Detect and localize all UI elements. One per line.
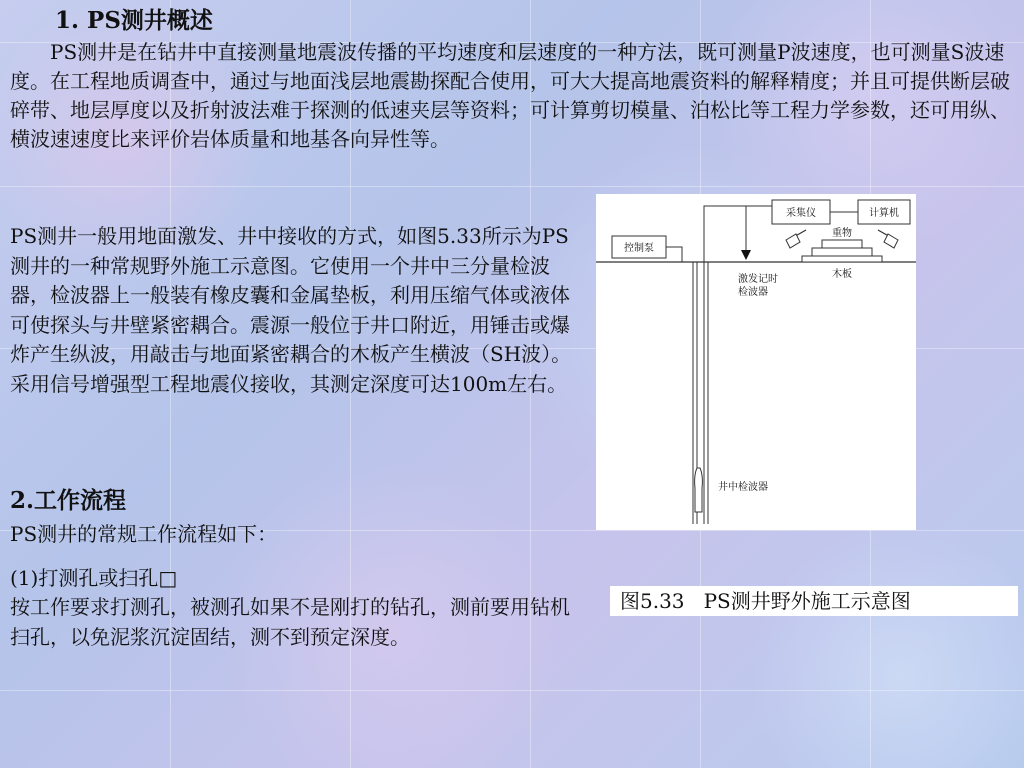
hammer-left-icon [786, 230, 806, 248]
figure-caption: 图5.33 PS测井野外施工示意图 [610, 586, 1018, 616]
section2-intro-paragraph: PS测井的常规工作流程如下： [10, 522, 278, 546]
trigger-label-line2: 检波器 [738, 287, 768, 298]
step1-paragraph: 按工作要求打测孔，被测孔如果不是刚打的钻孔，测前要用钻机扫孔，以免泥浆沉淀固结，测不到预定深度。 [10, 595, 570, 649]
weight-base [812, 248, 872, 256]
pump-hose [666, 247, 697, 524]
hammer-right-icon [878, 230, 898, 248]
section2-heading: 2.工作流程 [10, 487, 127, 514]
section1-intro-paragraph: PS测井是在钻井中直接测量地震波传播的平均速度和层速度的一种方法，既可测量P波速度，也可测量S波速度。在工程地质调查中，通过与地面浅层地震勘探配合使用，可大大提高地震资料的解释精度；并且可提供断层破碎带、地层厚度以及折射波法难于探测的低速夹层等资料；可计算剪切模量、泊松比等工程力学参数，还可用纵、横波速速度比来评价岩体质量和地基各向异性等。 [10, 40, 1010, 151]
step1-title: (1)打测孔或扫孔□ [10, 566, 178, 590]
trigger-label-line1: 激发记时 [738, 274, 778, 285]
geophone-cable [704, 206, 772, 524]
field-setup-diagram [596, 194, 916, 530]
section1-heading: 1. PS测井概述 [55, 7, 213, 34]
wooden-board [802, 256, 882, 262]
acquisition-label: 采集仪 [786, 208, 816, 219]
borehole-geophone-label: 井中检波器 [718, 482, 768, 493]
control-pump-label: 控制泵 [624, 243, 654, 254]
trigger-arrow [741, 250, 751, 260]
weight-block [822, 240, 862, 248]
borehole-geophone-icon [695, 468, 703, 512]
section1-method-paragraph: PS测井一般用地面激发、井中接收的方式，如图5.33所示为PS测井的一种常规野外施工示意图。它使用一个井中三分量检波器，检波器上一般装有橡皮囊和金属垫板，利用压缩气体或液体可使探头与井壁紧密耦合。震源一般位于井口附近，用锤击或爆炸产生纵波，用敲击与地面紧密耦合的木板产生横波（SH波）。采用信号增强型工程地震仪接收，其测定深度可达100m左右。 [10, 224, 572, 396]
weight-label: 重物 [832, 228, 852, 239]
board-label: 木板 [832, 269, 852, 280]
computer-label: 计算机 [869, 208, 899, 219]
